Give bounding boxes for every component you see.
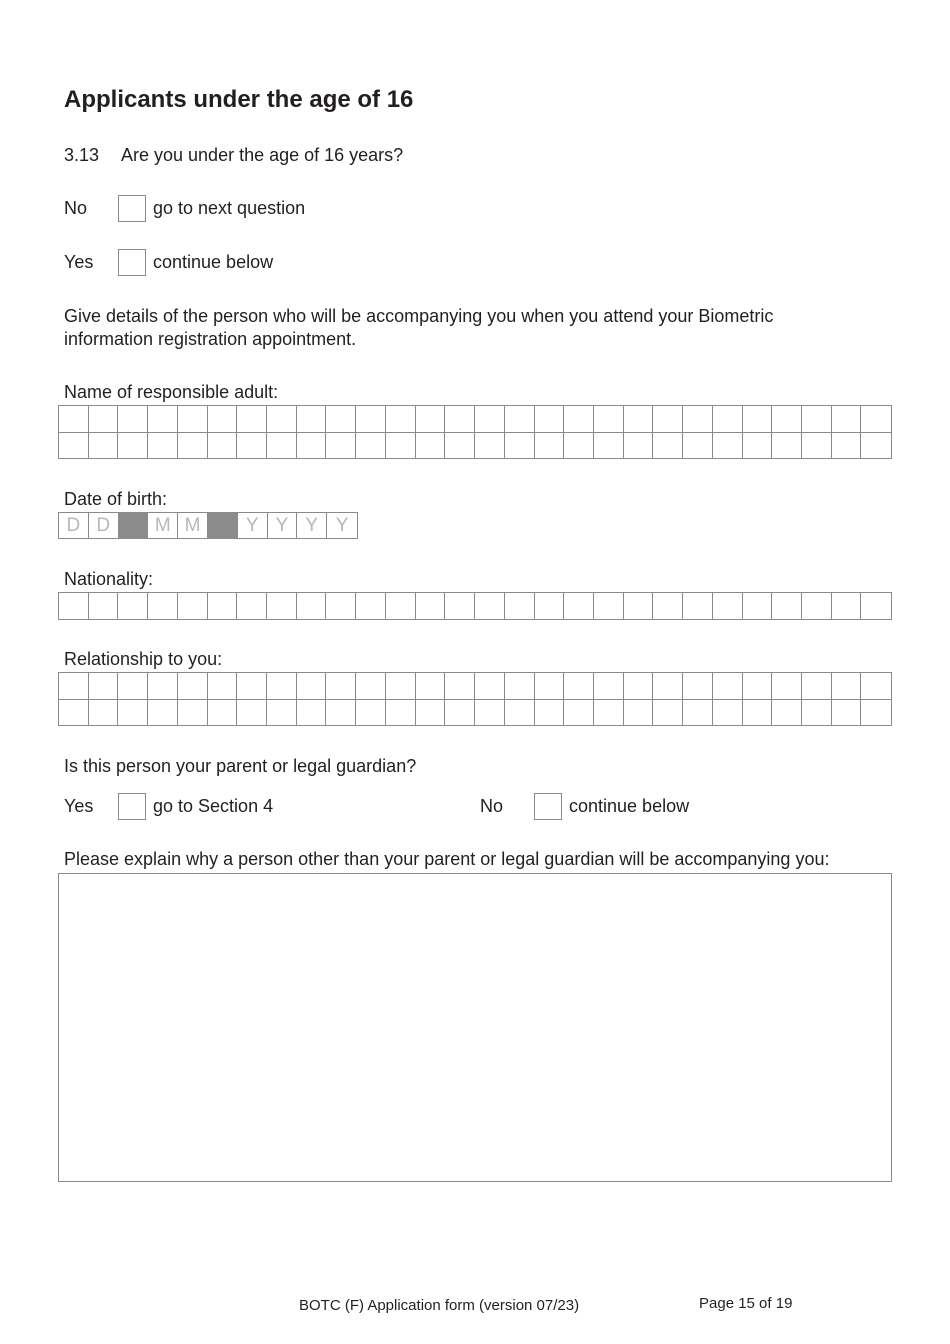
char-cell[interactable] xyxy=(861,406,891,432)
char-cell[interactable] xyxy=(475,406,505,432)
name-input-grid[interactable] xyxy=(58,405,892,459)
char-cell[interactable] xyxy=(59,673,89,699)
dob-label: Date of birth: xyxy=(64,489,168,509)
char-cell[interactable] xyxy=(416,433,446,459)
char-cell[interactable] xyxy=(267,673,297,699)
char-cell[interactable] xyxy=(178,433,208,459)
char-cell[interactable] xyxy=(416,700,446,726)
char-cell[interactable] xyxy=(772,593,802,619)
char-cell[interactable] xyxy=(326,593,356,619)
grid-row xyxy=(59,432,891,459)
grid-row xyxy=(59,593,891,619)
char-cell[interactable] xyxy=(475,433,505,459)
char-cell[interactable] xyxy=(802,406,832,432)
char-cell[interactable] xyxy=(89,406,119,432)
char-cell[interactable] xyxy=(624,433,654,459)
char-cell[interactable] xyxy=(416,406,446,432)
dob-year-cell[interactable]: Y xyxy=(268,513,298,538)
char-cell[interactable] xyxy=(297,406,327,432)
char-cell[interactable] xyxy=(386,700,416,726)
char-cell[interactable] xyxy=(89,433,119,459)
char-cell[interactable] xyxy=(624,406,654,432)
name-label: Name of responsible adult: xyxy=(64,382,279,402)
char-cell[interactable] xyxy=(59,700,89,726)
char-cell[interactable] xyxy=(535,700,565,726)
char-cell[interactable] xyxy=(505,673,535,699)
char-cell[interactable] xyxy=(802,700,832,726)
char-cell[interactable] xyxy=(89,700,119,726)
char-cell[interactable] xyxy=(772,673,802,699)
char-cell[interactable] xyxy=(416,593,446,619)
char-cell[interactable] xyxy=(713,406,743,432)
char-cell[interactable] xyxy=(594,700,624,726)
char-cell[interactable] xyxy=(772,406,802,432)
nationality-label: Nationality: xyxy=(64,569,154,589)
under-16-yes-checkbox[interactable] xyxy=(118,249,146,276)
char-cell[interactable] xyxy=(356,433,386,459)
explain-label: Please explain why a person other than your parent or legal guardian will be accompanying you: xyxy=(64,849,830,869)
char-cell[interactable] xyxy=(445,433,475,459)
char-cell[interactable] xyxy=(564,673,594,699)
char-cell[interactable] xyxy=(267,593,297,619)
char-cell[interactable] xyxy=(802,433,832,459)
footer-page-number: Page 15 of 19 xyxy=(699,1295,793,1312)
char-cell[interactable] xyxy=(832,673,862,699)
char-cell[interactable] xyxy=(297,673,327,699)
dob-separator xyxy=(208,513,238,538)
char-cell[interactable] xyxy=(743,700,773,726)
char-cell[interactable] xyxy=(861,673,891,699)
dob-day-cell[interactable]: D xyxy=(59,513,89,538)
grid-row xyxy=(59,673,891,699)
char-cell[interactable] xyxy=(356,406,386,432)
char-cell[interactable] xyxy=(653,593,683,619)
char-cell[interactable] xyxy=(832,433,862,459)
char-cell[interactable] xyxy=(594,406,624,432)
grid-row xyxy=(59,406,891,432)
char-cell[interactable] xyxy=(89,593,119,619)
char-cell[interactable] xyxy=(445,673,475,699)
char-cell[interactable] xyxy=(624,700,654,726)
details-instruction: Give details of the person who will be accompanying you when you attend your Biometric information registration appointment. xyxy=(64,306,774,349)
char-cell[interactable] xyxy=(743,593,773,619)
char-cell[interactable] xyxy=(118,433,148,459)
char-cell[interactable] xyxy=(832,406,862,432)
char-cell[interactable] xyxy=(237,593,267,619)
char-cell[interactable] xyxy=(713,700,743,726)
char-cell[interactable] xyxy=(624,673,654,699)
char-cell[interactable] xyxy=(445,593,475,619)
dob-day-cell[interactable]: D xyxy=(89,513,119,538)
question-text: Are you under the age of 16 years? xyxy=(121,145,404,165)
relationship-input-grid[interactable] xyxy=(58,672,892,726)
char-cell[interactable] xyxy=(683,673,713,699)
char-cell[interactable] xyxy=(386,593,416,619)
char-cell[interactable] xyxy=(148,433,178,459)
char-cell[interactable] xyxy=(743,673,773,699)
char-cell[interactable] xyxy=(237,406,267,432)
char-cell[interactable] xyxy=(326,433,356,459)
char-cell[interactable] xyxy=(802,593,832,619)
char-cell[interactable] xyxy=(326,406,356,432)
no-instruction: go to next question xyxy=(153,198,306,218)
char-cell[interactable] xyxy=(653,673,683,699)
char-cell[interactable] xyxy=(356,593,386,619)
char-cell[interactable] xyxy=(535,406,565,432)
char-cell[interactable] xyxy=(505,593,535,619)
char-cell[interactable] xyxy=(178,700,208,726)
char-cell[interactable] xyxy=(297,700,327,726)
char-cell[interactable] xyxy=(386,673,416,699)
char-cell[interactable] xyxy=(772,700,802,726)
char-cell[interactable] xyxy=(683,433,713,459)
char-cell[interactable] xyxy=(148,406,178,432)
char-cell[interactable] xyxy=(653,406,683,432)
char-cell[interactable] xyxy=(475,593,505,619)
char-cell[interactable] xyxy=(118,700,148,726)
question-number: 3.13 xyxy=(64,145,100,165)
guardian-no-label: No xyxy=(480,796,504,816)
under-16-no-checkbox[interactable] xyxy=(118,195,146,222)
char-cell[interactable] xyxy=(475,673,505,699)
char-cell[interactable] xyxy=(267,433,297,459)
dob-separator xyxy=(119,513,149,538)
char-cell[interactable] xyxy=(386,406,416,432)
char-cell[interactable] xyxy=(475,700,505,726)
char-cell[interactable] xyxy=(267,700,297,726)
char-cell[interactable] xyxy=(743,433,773,459)
char-cell[interactable] xyxy=(861,700,891,726)
char-cell[interactable] xyxy=(713,433,743,459)
char-cell[interactable] xyxy=(535,673,565,699)
char-cell[interactable] xyxy=(535,433,565,459)
char-cell[interactable] xyxy=(535,593,565,619)
char-cell[interactable] xyxy=(653,433,683,459)
char-cell[interactable] xyxy=(148,593,178,619)
no-label: No xyxy=(64,198,88,218)
dob-input[interactable] xyxy=(58,512,358,539)
char-cell[interactable] xyxy=(267,406,297,432)
char-cell[interactable] xyxy=(861,593,891,619)
char-cell[interactable] xyxy=(832,700,862,726)
char-cell[interactable] xyxy=(386,433,416,459)
explanation-textarea[interactable] xyxy=(58,873,892,1182)
char-cell[interactable] xyxy=(297,433,327,459)
char-cell[interactable] xyxy=(445,700,475,726)
char-cell[interactable] xyxy=(624,593,654,619)
char-cell[interactable] xyxy=(178,406,208,432)
char-cell[interactable] xyxy=(653,700,683,726)
char-cell[interactable] xyxy=(713,593,743,619)
dob-year-cell[interactable]: Y xyxy=(335,515,349,536)
char-cell[interactable] xyxy=(148,700,178,726)
char-cell[interactable] xyxy=(118,593,148,619)
char-cell[interactable] xyxy=(326,700,356,726)
dob-month-cell[interactable]: M xyxy=(178,513,208,538)
footer-form-name: BOTC (F) Application form (version 07/23) xyxy=(299,1297,580,1314)
grid-row xyxy=(59,699,891,726)
char-cell[interactable] xyxy=(89,673,119,699)
char-cell[interactable] xyxy=(237,673,267,699)
guardian-yes-checkbox[interactable] xyxy=(118,793,146,820)
char-cell[interactable] xyxy=(237,700,267,726)
char-cell[interactable] xyxy=(564,593,594,619)
char-cell[interactable] xyxy=(148,673,178,699)
char-cell[interactable] xyxy=(297,593,327,619)
char-cell[interactable] xyxy=(356,673,386,699)
char-cell[interactable] xyxy=(505,700,535,726)
guardian-yes-instruction: go to Section 4 xyxy=(153,796,274,816)
char-cell[interactable] xyxy=(713,673,743,699)
section-title: Applicants under the age of 16 xyxy=(64,86,414,113)
char-cell[interactable] xyxy=(594,673,624,699)
char-cell[interactable] xyxy=(683,700,713,726)
char-cell[interactable] xyxy=(594,593,624,619)
char-cell[interactable] xyxy=(564,406,594,432)
char-cell[interactable] xyxy=(118,673,148,699)
relationship-label: Relationship to you: xyxy=(64,649,223,669)
yes-label: Yes xyxy=(64,252,94,272)
char-cell[interactable] xyxy=(208,593,238,619)
char-cell[interactable] xyxy=(505,433,535,459)
char-cell[interactable] xyxy=(178,593,208,619)
char-cell[interactable] xyxy=(178,673,208,699)
guardian-no-instruction: continue below xyxy=(569,796,690,816)
char-cell[interactable] xyxy=(416,673,446,699)
char-cell[interactable] xyxy=(832,593,862,619)
dob-year-cell[interactable]: Y xyxy=(297,513,327,538)
char-cell[interactable] xyxy=(594,433,624,459)
char-cell[interactable] xyxy=(564,700,594,726)
char-cell[interactable] xyxy=(237,433,267,459)
dob-month-cell[interactable]: M xyxy=(148,513,178,538)
char-cell[interactable] xyxy=(861,433,891,459)
char-cell[interactable] xyxy=(208,700,238,726)
guardian-question: Is this person your parent or legal guardian? xyxy=(64,756,417,776)
char-cell[interactable] xyxy=(59,433,89,459)
char-cell[interactable] xyxy=(505,406,535,432)
char-cell[interactable] xyxy=(356,700,386,726)
char-cell[interactable] xyxy=(445,406,475,432)
char-cell[interactable] xyxy=(326,673,356,699)
char-cell[interactable] xyxy=(208,406,238,432)
char-cell[interactable] xyxy=(59,593,89,619)
guardian-no-checkbox[interactable] xyxy=(534,793,562,820)
char-cell[interactable] xyxy=(743,406,773,432)
char-cell[interactable] xyxy=(208,673,238,699)
char-cell[interactable] xyxy=(772,433,802,459)
char-cell[interactable] xyxy=(683,406,713,432)
char-cell[interactable] xyxy=(118,406,148,432)
char-cell[interactable] xyxy=(59,406,89,432)
guardian-yes-label: Yes xyxy=(64,796,94,816)
dob-year-cell[interactable]: Y xyxy=(238,513,268,538)
char-cell[interactable] xyxy=(564,433,594,459)
char-cell[interactable] xyxy=(208,433,238,459)
nationality-input-grid[interactable] xyxy=(58,592,892,620)
char-cell[interactable] xyxy=(683,593,713,619)
char-cell[interactable] xyxy=(802,673,832,699)
yes-instruction: continue below xyxy=(153,252,274,272)
